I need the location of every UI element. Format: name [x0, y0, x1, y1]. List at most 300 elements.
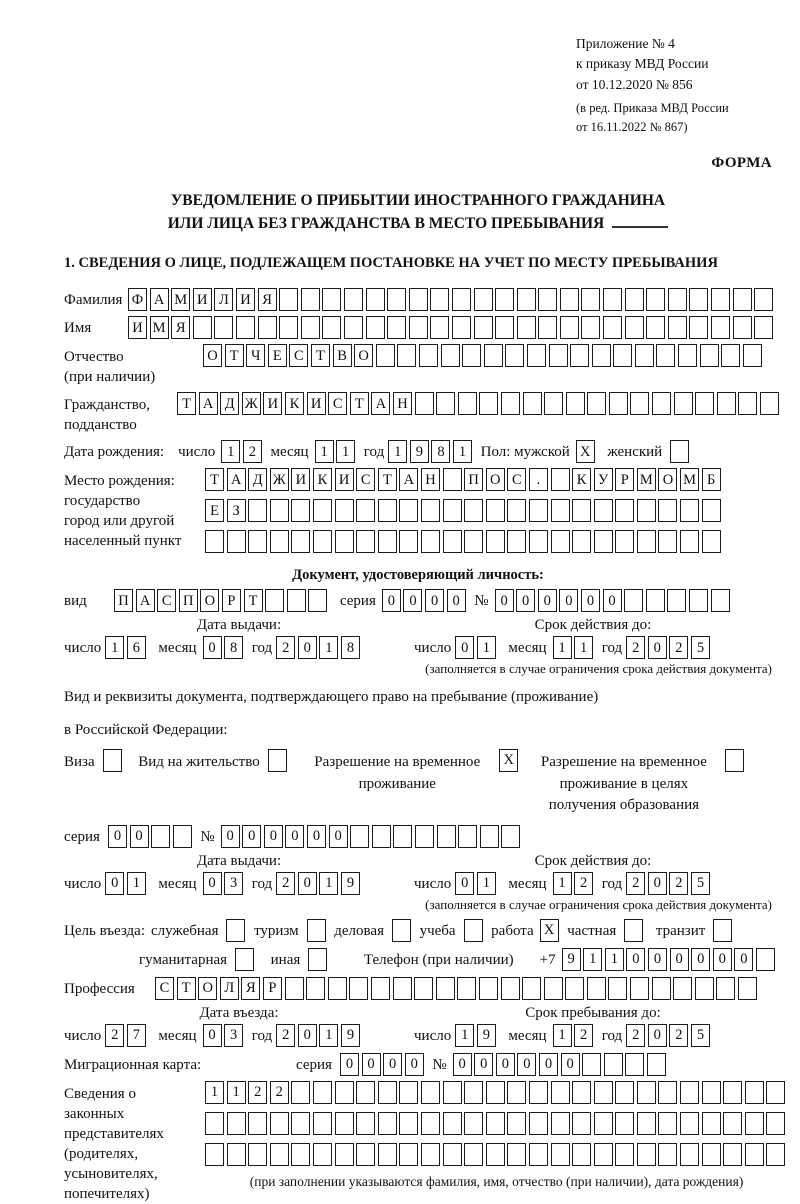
char-cell[interactable] — [301, 316, 320, 339]
char-cell[interactable]: 0 — [307, 825, 326, 848]
char-cell[interactable]: 0 — [264, 825, 283, 848]
char-cell[interactable] — [235, 948, 254, 971]
char-cell[interactable] — [270, 1143, 289, 1166]
char-cell[interactable] — [529, 1143, 548, 1166]
char-cell[interactable] — [285, 977, 304, 1000]
char-cell[interactable] — [486, 499, 505, 522]
char-cell[interactable] — [376, 344, 395, 367]
char-cell[interactable]: 0 — [221, 825, 240, 848]
char-cell[interactable] — [378, 1081, 397, 1104]
char-cell[interactable]: 1 — [453, 440, 472, 463]
char-cell[interactable]: Т — [177, 977, 196, 1000]
char-cell[interactable]: 1 — [583, 948, 602, 971]
char-cell[interactable]: 0 — [298, 872, 317, 895]
char-cell[interactable] — [658, 499, 677, 522]
char-cell[interactable] — [474, 316, 493, 339]
char-cell[interactable] — [702, 499, 721, 522]
char-cell[interactable] — [307, 919, 326, 942]
char-cell[interactable]: 0 — [405, 1053, 424, 1076]
char-cell[interactable] — [594, 1112, 613, 1135]
char-cell[interactable] — [205, 1112, 224, 1135]
char-cell[interactable] — [103, 749, 122, 772]
char-cell[interactable] — [572, 499, 591, 522]
char-cell[interactable] — [291, 499, 310, 522]
char-cell[interactable] — [551, 499, 570, 522]
char-cell[interactable] — [637, 1143, 656, 1166]
char-cell[interactable]: 1 — [205, 1081, 224, 1104]
char-cell[interactable]: М — [171, 288, 190, 311]
char-cell[interactable]: 1 — [227, 1081, 246, 1104]
char-cell[interactable] — [378, 1143, 397, 1166]
char-cell[interactable]: 1 — [319, 636, 338, 659]
char-cell[interactable]: Р — [263, 977, 282, 1000]
char-cell[interactable] — [652, 392, 671, 415]
char-cell[interactable] — [313, 1112, 332, 1135]
char-cell[interactable] — [301, 288, 320, 311]
char-cell[interactable] — [356, 530, 375, 553]
char-cell[interactable]: Ф — [128, 288, 147, 311]
char-cell[interactable]: 1 — [477, 636, 496, 659]
char-cell[interactable] — [637, 530, 656, 553]
char-cell[interactable]: 1 — [315, 440, 334, 463]
char-cell[interactable] — [615, 1081, 634, 1104]
char-cell[interactable]: З — [227, 499, 246, 522]
char-cell[interactable] — [392, 919, 411, 942]
char-cell[interactable] — [441, 344, 460, 367]
char-cell[interactable] — [538, 316, 557, 339]
char-cell[interactable] — [635, 344, 654, 367]
char-cell[interactable]: 1 — [221, 440, 240, 463]
char-cell[interactable] — [486, 1143, 505, 1166]
char-cell[interactable] — [322, 288, 341, 311]
char-cell[interactable] — [609, 392, 628, 415]
char-cell[interactable] — [670, 440, 689, 463]
char-cell[interactable]: 8 — [341, 636, 360, 659]
char-cell[interactable] — [356, 1112, 375, 1135]
char-cell[interactable] — [452, 316, 471, 339]
char-cell[interactable]: 8 — [224, 636, 243, 659]
char-cell[interactable] — [624, 919, 643, 942]
char-cell[interactable] — [603, 316, 622, 339]
char-cell[interactable]: Т — [350, 392, 369, 415]
char-cell[interactable] — [572, 1081, 591, 1104]
char-cell[interactable] — [658, 530, 677, 553]
char-cell[interactable] — [313, 499, 332, 522]
char-cell[interactable] — [713, 919, 732, 942]
char-cell[interactable] — [517, 288, 536, 311]
char-cell[interactable] — [565, 977, 584, 1000]
char-cell[interactable]: С — [289, 344, 308, 367]
char-cell[interactable] — [436, 392, 455, 415]
char-cell[interactable] — [421, 530, 440, 553]
char-cell[interactable] — [668, 288, 687, 311]
char-cell[interactable] — [592, 344, 611, 367]
char-cell[interactable] — [387, 288, 406, 311]
char-cell[interactable] — [443, 468, 462, 491]
char-cell[interactable]: 0 — [455, 636, 474, 659]
char-cell[interactable] — [308, 948, 327, 971]
char-cell[interactable]: А — [199, 392, 218, 415]
char-cell[interactable] — [328, 977, 347, 1000]
char-cell[interactable] — [486, 1112, 505, 1135]
char-cell[interactable] — [458, 825, 477, 848]
char-cell[interactable] — [625, 316, 644, 339]
char-cell[interactable]: 2 — [276, 1024, 295, 1047]
char-cell[interactable] — [551, 468, 570, 491]
char-cell[interactable] — [399, 499, 418, 522]
char-cell[interactable] — [313, 1081, 332, 1104]
char-cell[interactable] — [501, 392, 520, 415]
char-cell[interactable]: П — [179, 589, 198, 612]
char-cell[interactable]: О — [486, 468, 505, 491]
char-cell[interactable] — [656, 344, 675, 367]
char-cell[interactable] — [399, 530, 418, 553]
char-cell[interactable] — [551, 1143, 570, 1166]
char-cell[interactable] — [678, 344, 697, 367]
char-cell[interactable] — [637, 1112, 656, 1135]
char-cell[interactable]: 2 — [270, 1081, 289, 1104]
char-cell[interactable] — [335, 1081, 354, 1104]
char-cell[interactable] — [151, 825, 170, 848]
char-cell[interactable]: К — [285, 392, 304, 415]
char-cell[interactable] — [615, 1112, 634, 1135]
char-cell[interactable]: О — [200, 589, 219, 612]
char-cell[interactable] — [464, 1112, 483, 1135]
char-cell[interactable]: 0 — [298, 636, 317, 659]
char-cell[interactable] — [587, 392, 606, 415]
char-cell[interactable]: 0 — [203, 636, 222, 659]
char-cell[interactable]: 2 — [248, 1081, 267, 1104]
char-cell[interactable] — [725, 749, 744, 772]
char-cell[interactable] — [702, 1112, 721, 1135]
char-cell[interactable]: Е — [268, 344, 287, 367]
char-cell[interactable] — [173, 825, 192, 848]
char-cell[interactable] — [265, 589, 284, 612]
char-cell[interactable] — [458, 392, 477, 415]
char-cell[interactable] — [393, 977, 412, 1000]
char-cell[interactable] — [226, 919, 245, 942]
char-cell[interactable]: 9 — [562, 948, 581, 971]
char-cell[interactable]: И — [307, 392, 326, 415]
char-cell[interactable]: 1 — [553, 872, 572, 895]
char-cell[interactable] — [443, 1081, 462, 1104]
char-cell[interactable] — [544, 392, 563, 415]
char-cell[interactable] — [674, 392, 693, 415]
char-cell[interactable]: Л — [220, 977, 239, 1000]
char-cell[interactable] — [479, 392, 498, 415]
char-cell[interactable]: И — [291, 468, 310, 491]
char-cell[interactable] — [673, 977, 692, 1000]
char-cell[interactable]: 0 — [648, 872, 667, 895]
char-cell[interactable] — [551, 530, 570, 553]
char-cell[interactable] — [248, 1112, 267, 1135]
char-cell[interactable] — [717, 392, 736, 415]
char-cell[interactable]: Д — [220, 392, 239, 415]
char-cell[interactable] — [544, 977, 563, 1000]
char-cell[interactable] — [443, 499, 462, 522]
char-cell[interactable] — [495, 316, 514, 339]
char-cell[interactable] — [745, 1081, 764, 1104]
char-cell[interactable] — [507, 1112, 526, 1135]
char-cell[interactable]: 2 — [105, 1024, 124, 1047]
char-cell[interactable] — [378, 1112, 397, 1135]
char-cell[interactable] — [667, 589, 686, 612]
char-cell[interactable]: 9 — [341, 1024, 360, 1047]
char-cell[interactable] — [291, 1112, 310, 1135]
char-cell[interactable] — [205, 1143, 224, 1166]
char-cell[interactable]: 2 — [669, 872, 688, 895]
char-cell[interactable] — [462, 344, 481, 367]
char-cell[interactable] — [248, 530, 267, 553]
char-cell[interactable] — [393, 825, 412, 848]
char-cell[interactable] — [335, 1112, 354, 1135]
char-cell[interactable] — [356, 499, 375, 522]
char-cell[interactable] — [443, 530, 462, 553]
char-cell[interactable] — [356, 1143, 375, 1166]
char-cell[interactable] — [464, 919, 483, 942]
char-cell[interactable] — [495, 288, 514, 311]
char-cell[interactable] — [430, 288, 449, 311]
char-cell[interactable] — [371, 977, 390, 1000]
char-cell[interactable] — [270, 530, 289, 553]
char-cell[interactable]: С — [328, 392, 347, 415]
char-cell[interactable] — [501, 825, 520, 848]
char-cell[interactable]: 2 — [276, 872, 295, 895]
char-cell[interactable] — [344, 316, 363, 339]
char-cell[interactable]: 3 — [224, 1024, 243, 1047]
char-cell[interactable] — [646, 589, 665, 612]
char-cell[interactable]: Т — [311, 344, 330, 367]
char-cell[interactable] — [378, 499, 397, 522]
char-cell[interactable]: Я — [241, 977, 260, 1000]
char-cell[interactable]: 2 — [243, 440, 262, 463]
char-cell[interactable]: О — [198, 977, 217, 1000]
char-cell[interactable]: 0 — [648, 636, 667, 659]
char-cell[interactable] — [549, 344, 568, 367]
char-cell[interactable] — [658, 1112, 677, 1135]
char-cell[interactable]: 0 — [539, 1053, 558, 1076]
char-cell[interactable]: Я — [258, 288, 277, 311]
char-cell[interactable]: 9 — [341, 872, 360, 895]
char-cell[interactable] — [711, 589, 730, 612]
char-cell[interactable] — [756, 948, 775, 971]
char-cell[interactable] — [625, 1053, 644, 1076]
char-cell[interactable]: Р — [222, 589, 241, 612]
char-cell[interactable]: Т — [244, 589, 263, 612]
char-cell[interactable] — [349, 977, 368, 1000]
char-cell[interactable]: X — [540, 919, 559, 942]
char-cell[interactable]: 0 — [517, 1053, 536, 1076]
char-cell[interactable]: 0 — [561, 1053, 580, 1076]
char-cell[interactable] — [322, 316, 341, 339]
char-cell[interactable] — [486, 1081, 505, 1104]
char-cell[interactable]: С — [356, 468, 375, 491]
char-cell[interactable] — [570, 344, 589, 367]
char-cell[interactable] — [738, 392, 757, 415]
char-cell[interactable]: 2 — [669, 636, 688, 659]
char-cell[interactable] — [227, 1112, 246, 1135]
char-cell[interactable] — [457, 977, 476, 1000]
char-cell[interactable] — [214, 316, 233, 339]
char-cell[interactable]: 0 — [474, 1053, 493, 1076]
char-cell[interactable] — [594, 1081, 613, 1104]
char-cell[interactable] — [689, 316, 708, 339]
char-cell[interactable]: И — [335, 468, 354, 491]
char-cell[interactable] — [313, 1143, 332, 1166]
char-cell[interactable] — [279, 288, 298, 311]
char-cell[interactable] — [248, 1143, 267, 1166]
char-cell[interactable] — [680, 499, 699, 522]
char-cell[interactable] — [711, 316, 730, 339]
char-cell[interactable]: 0 — [453, 1053, 472, 1076]
char-cell[interactable] — [689, 589, 708, 612]
char-cell[interactable] — [287, 589, 306, 612]
char-cell[interactable]: И — [128, 316, 147, 339]
char-cell[interactable] — [572, 530, 591, 553]
char-cell[interactable] — [572, 1112, 591, 1135]
char-cell[interactable] — [702, 530, 721, 553]
char-cell[interactable]: 0 — [559, 589, 578, 612]
char-cell[interactable] — [464, 1143, 483, 1166]
char-cell[interactable] — [695, 977, 714, 1000]
char-cell[interactable] — [399, 1143, 418, 1166]
char-cell[interactable] — [335, 1143, 354, 1166]
char-cell[interactable]: 2 — [574, 1024, 593, 1047]
char-cell[interactable] — [291, 1081, 310, 1104]
char-cell[interactable] — [723, 1081, 742, 1104]
char-cell[interactable]: Т — [177, 392, 196, 415]
char-cell[interactable] — [680, 1112, 699, 1135]
char-cell[interactable] — [711, 288, 730, 311]
char-cell[interactable]: 0 — [648, 948, 667, 971]
char-cell[interactable]: Л — [214, 288, 233, 311]
char-cell[interactable]: 0 — [403, 589, 422, 612]
char-cell[interactable] — [464, 1081, 483, 1104]
char-cell[interactable] — [624, 589, 643, 612]
char-cell[interactable] — [268, 749, 287, 772]
char-cell[interactable]: 2 — [626, 1024, 645, 1047]
char-cell[interactable] — [652, 977, 671, 1000]
char-cell[interactable] — [766, 1143, 785, 1166]
char-cell[interactable] — [721, 344, 740, 367]
char-cell[interactable] — [291, 530, 310, 553]
char-cell[interactable]: И — [263, 392, 282, 415]
char-cell[interactable] — [723, 1143, 742, 1166]
char-cell[interactable] — [356, 1081, 375, 1104]
char-cell[interactable] — [507, 530, 526, 553]
char-cell[interactable]: 1 — [455, 1024, 474, 1047]
char-cell[interactable] — [680, 530, 699, 553]
char-cell[interactable]: А — [150, 288, 169, 311]
char-cell[interactable] — [723, 1112, 742, 1135]
char-cell[interactable] — [421, 499, 440, 522]
char-cell[interactable] — [551, 1081, 570, 1104]
char-cell[interactable] — [313, 530, 332, 553]
char-cell[interactable]: 0 — [581, 589, 600, 612]
char-cell[interactable] — [507, 1143, 526, 1166]
char-cell[interactable] — [560, 316, 579, 339]
char-cell[interactable] — [582, 1053, 601, 1076]
char-cell[interactable] — [608, 977, 627, 1000]
char-cell[interactable] — [716, 977, 735, 1000]
char-cell[interactable] — [695, 392, 714, 415]
char-cell[interactable] — [505, 344, 524, 367]
char-cell[interactable] — [733, 288, 752, 311]
char-cell[interactable] — [527, 344, 546, 367]
char-cell[interactable]: 0 — [285, 825, 304, 848]
char-cell[interactable]: О — [203, 344, 222, 367]
char-cell[interactable]: 0 — [105, 872, 124, 895]
char-cell[interactable]: Т — [378, 468, 397, 491]
char-cell[interactable]: Я — [171, 316, 190, 339]
char-cell[interactable]: 2 — [276, 636, 295, 659]
char-cell[interactable]: 1 — [553, 1024, 572, 1047]
char-cell[interactable] — [702, 1143, 721, 1166]
char-cell[interactable] — [615, 530, 634, 553]
char-cell[interactable]: С — [157, 589, 176, 612]
char-cell[interactable]: Д — [248, 468, 267, 491]
char-cell[interactable]: 1 — [388, 440, 407, 463]
char-cell[interactable]: Ж — [242, 392, 261, 415]
char-cell[interactable] — [335, 530, 354, 553]
char-cell[interactable] — [594, 1143, 613, 1166]
char-cell[interactable]: 0 — [538, 589, 557, 612]
char-cell[interactable]: 1 — [336, 440, 355, 463]
char-cell[interactable]: 0 — [108, 825, 127, 848]
char-cell[interactable] — [587, 977, 606, 1000]
char-cell[interactable]: 2 — [626, 636, 645, 659]
char-cell[interactable] — [306, 977, 325, 1000]
char-cell[interactable] — [248, 499, 267, 522]
char-cell[interactable] — [522, 977, 541, 1000]
char-cell[interactable]: 2 — [669, 1024, 688, 1047]
char-cell[interactable]: И — [193, 288, 212, 311]
char-cell[interactable]: 0 — [362, 1053, 381, 1076]
char-cell[interactable] — [279, 316, 298, 339]
char-cell[interactable] — [436, 977, 455, 1000]
char-cell[interactable]: 0 — [130, 825, 149, 848]
char-cell[interactable]: 9 — [477, 1024, 496, 1047]
char-cell[interactable]: 5 — [691, 636, 710, 659]
char-cell[interactable] — [754, 288, 773, 311]
char-cell[interactable] — [430, 316, 449, 339]
char-cell[interactable] — [399, 1081, 418, 1104]
char-cell[interactable]: 6 — [127, 636, 146, 659]
char-cell[interactable]: 0 — [496, 1053, 515, 1076]
char-cell[interactable] — [637, 1081, 656, 1104]
char-cell[interactable]: 1 — [319, 1024, 338, 1047]
char-cell[interactable] — [421, 1112, 440, 1135]
char-cell[interactable]: О — [354, 344, 373, 367]
char-cell[interactable] — [479, 977, 498, 1000]
char-cell[interactable] — [387, 316, 406, 339]
char-cell[interactable] — [474, 288, 493, 311]
char-cell[interactable]: П — [114, 589, 133, 612]
char-cell[interactable] — [700, 344, 719, 367]
char-cell[interactable] — [443, 1112, 462, 1135]
char-cell[interactable] — [646, 316, 665, 339]
char-cell[interactable]: 0 — [648, 1024, 667, 1047]
char-cell[interactable] — [523, 392, 542, 415]
char-cell[interactable] — [733, 316, 752, 339]
char-cell[interactable] — [205, 530, 224, 553]
char-cell[interactable] — [529, 1112, 548, 1135]
char-cell[interactable] — [437, 825, 456, 848]
char-cell[interactable] — [738, 977, 757, 1000]
char-cell[interactable] — [350, 825, 369, 848]
char-cell[interactable] — [613, 344, 632, 367]
char-cell[interactable] — [637, 499, 656, 522]
